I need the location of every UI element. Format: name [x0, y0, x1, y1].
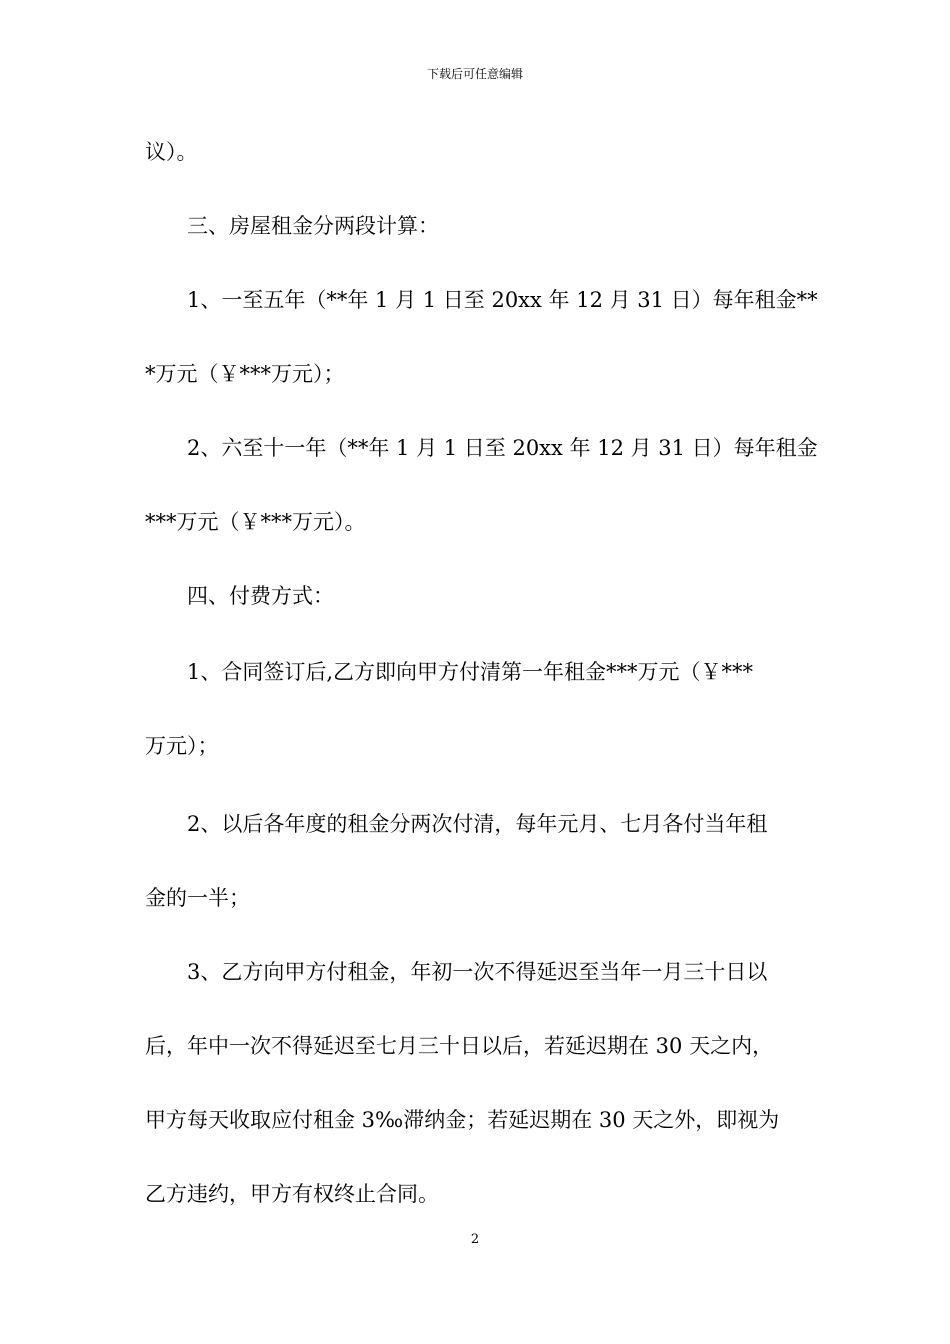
text-line: 议）。	[145, 140, 198, 164]
page-number: 2	[470, 1232, 480, 1247]
text-line: 金的一半；	[145, 886, 250, 910]
text-line: 甲方每天收取应付租金 3‰滞纳金；若延迟期在 30 天之外，即视为	[145, 1108, 780, 1132]
text-line: *万元（￥***万元）；	[145, 362, 345, 386]
text-line: 乙方违约，甲方有权终止合同。	[145, 1182, 439, 1206]
text-line: 万元）；	[145, 734, 219, 758]
section-heading: 三、房屋租金分两段计算：	[187, 214, 439, 238]
section-heading: 四、付费方式：	[187, 584, 334, 608]
text-line: 1、合同签订后,乙方即向甲方付清第一年租金***万元（￥***	[187, 660, 754, 684]
text-line: 2、以后各年度的租金分两次付清，每年元月、七月各付当年租	[187, 812, 768, 836]
page-header: 下载后可任意编辑	[426, 67, 523, 81]
text-line: 1、一至五年（**年 1 月 1 日至 20xx 年 12 月 31 日）每年租金**	[187, 288, 818, 312]
text-line: 后，年中一次不得延迟至七月三十日以后，若延迟期在 30 天之内，	[145, 1034, 774, 1058]
text-line: 2、六至十一年（**年 1 月 1 日至 20xx 年 12 月 31 日）每年租金	[187, 436, 818, 460]
text-line: ***万元（￥***万元）。	[145, 510, 366, 534]
text-line: 3、乙方向甲方付租金，年初一次不得延迟至当年一月三十日以	[187, 960, 768, 984]
